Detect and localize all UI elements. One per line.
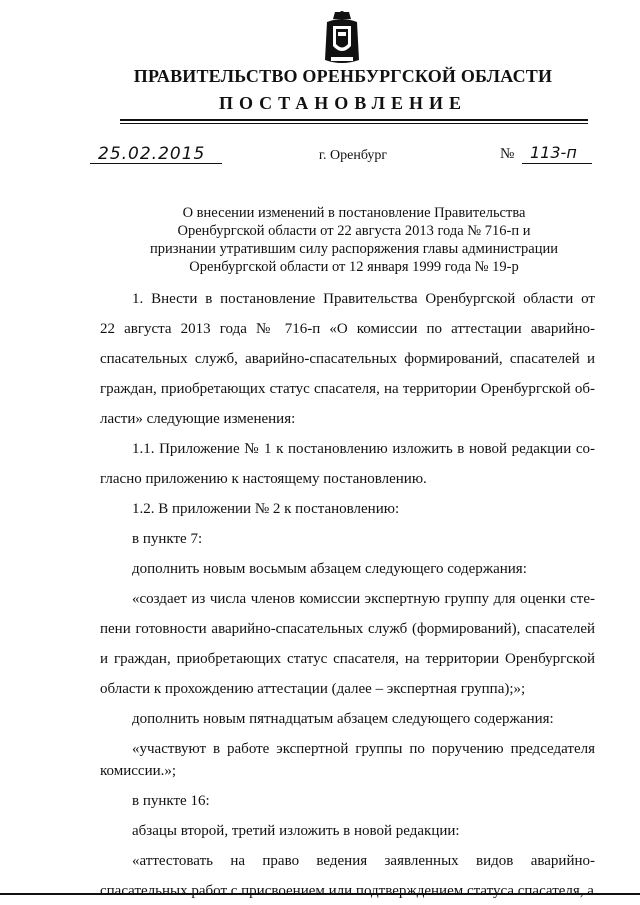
- body-line: дополнить новым восьмым абзацем следующего содержания:: [132, 561, 527, 577]
- header-rule-thin: [120, 123, 588, 124]
- body-line: и граждан, приобретающих статус спасателя, на территории Оренбургской: [100, 651, 595, 667]
- body-line: 1. Внести в постановление Правительства Оренбургской области от: [132, 291, 595, 307]
- document-subject: [120, 204, 588, 276]
- body-line: «аттестовать на право ведения заявленных видов аварийно-: [132, 853, 595, 869]
- body-line: спасательных служб, аварийно-спасательных формирований, спасателей и: [100, 351, 595, 367]
- header-rule-thick: [120, 119, 588, 121]
- subject-line: признании утратившим силу распоряжения главы администрации: [149, 241, 559, 257]
- body-line: ласти» следующие изменения:: [100, 411, 296, 427]
- document-number: 113-п: [530, 143, 577, 162]
- body-line: 1.1. Приложение № 1 к постановлению изложить в новой редакции со-: [132, 441, 595, 457]
- document-date: 25.02.2015: [98, 144, 206, 164]
- body-line: 22 августа 2013 года № 716-п «О комиссии по аттестации аварийно-: [100, 321, 595, 337]
- footer-rule: [0, 893, 640, 895]
- body-line: 1.2. В приложении № 2 к постановлению:: [132, 501, 400, 517]
- body-line: области к прохождению аттестации (далее – экспертная группа);»;: [100, 681, 526, 697]
- city-name: г. Оренбург: [318, 148, 388, 163]
- date-underline: [90, 163, 222, 164]
- number-label: №: [500, 146, 515, 162]
- body-line: «создает из числа членов комиссии экспертную группу для оценки сте-: [132, 591, 595, 607]
- number-underline: [522, 163, 592, 164]
- document-type-title: ПОСТАНОВЛЕНИЕ: [218, 93, 468, 113]
- body-line: абзацы второй, третий изложить в новой редакции:: [132, 823, 460, 839]
- body-line: в пункте 16:: [132, 793, 210, 809]
- body-line: в пункте 7:: [132, 531, 203, 547]
- subject-line: Оренбургской области от 12 января 1999 года № 19-р: [189, 259, 519, 275]
- body-line: пени готовности аварийно-спасательных служб (формирований), спасателей: [100, 621, 595, 637]
- document-body: [100, 288, 595, 902]
- body-line: граждан, приобретающих статус спасателя, на территории Оренбургской об-: [100, 381, 595, 397]
- body-line: комиссии.»;: [100, 763, 177, 779]
- coat-of-arms-emblem: [323, 10, 361, 66]
- body-line: «участвуют в работе экспертной группы по поручению председателя: [132, 741, 595, 757]
- body-line: дополнить новым пятнадцатым абзацем следующего содержания:: [132, 711, 554, 727]
- body-line: спасательных работ с присвоением или подтверждением статуса спасателя, а: [100, 883, 594, 899]
- body-line: гласно приложению к настоящему постановлению.: [100, 471, 427, 487]
- subject-line: О внесении изменений в постановление Правительства: [182, 205, 526, 221]
- government-title: ПРАВИТЕЛЬСТВО ОРЕНБУРГСКОЙ ОБЛАСТИ: [133, 66, 553, 86]
- subject-line: Оренбургской области от 22 августа 2013 года № 716-п и: [177, 223, 531, 239]
